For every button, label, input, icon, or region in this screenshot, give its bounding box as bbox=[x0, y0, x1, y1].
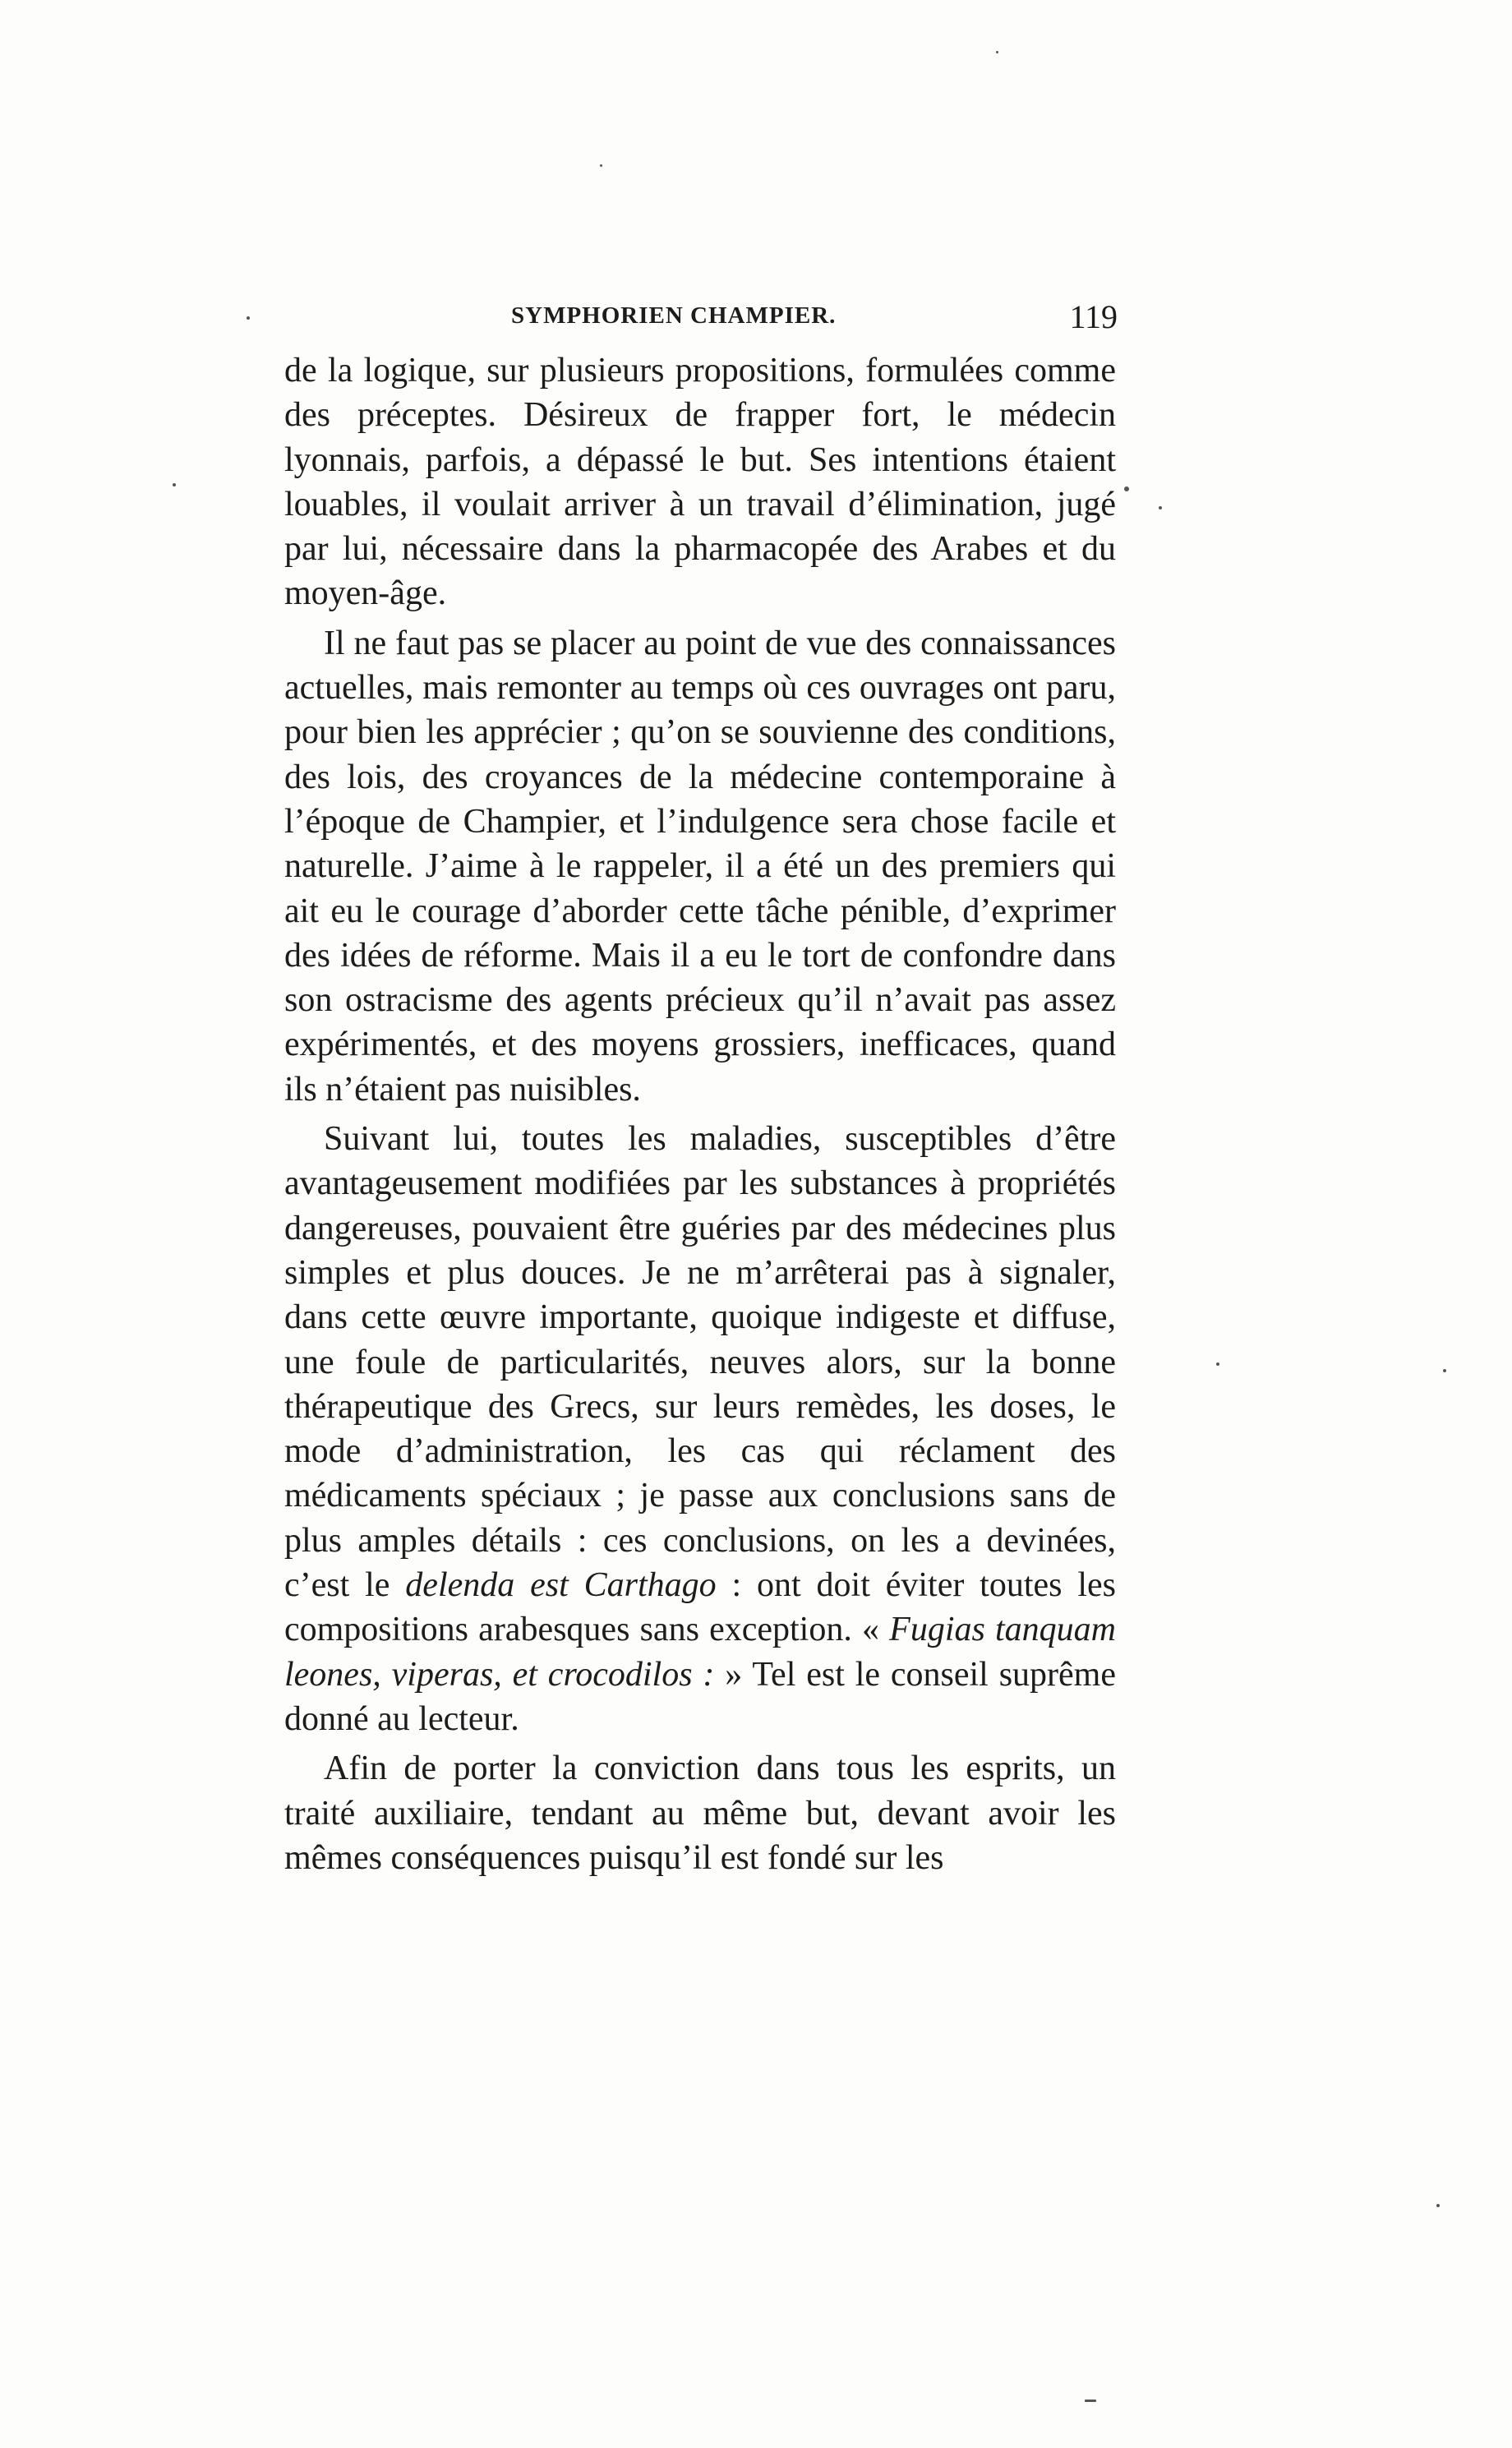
body-text bbox=[284, 348, 1116, 1880]
scan-speck bbox=[247, 316, 250, 320]
text-run: de la logique, sur plusieurs propositions, formulées comme des préceptes. Désireux de frapper fort, le médecin lyonnais, parfois, a dépassé le but. Ses intentions étaient louables, il voulait arriver à un travail d’élimination, jugé par lui, nécessaire dans la pharmacopée des Arabes et du moyen-âge. bbox=[284, 352, 1116, 613]
running-head: SYMPHORIEN CHAMPIER. bbox=[511, 302, 837, 329]
scan-speck bbox=[1085, 2400, 1096, 2402]
scan-speck bbox=[1436, 2204, 1440, 2207]
page-number: 119 bbox=[1069, 298, 1118, 335]
paragraph bbox=[284, 1117, 1116, 1741]
italic-text-run: delenda est Carthago bbox=[405, 1566, 717, 1605]
paragraph bbox=[284, 621, 1116, 1112]
text-run: Suivant lui, toutes les maladies, susceptibles d’être avantageusement modifiées par les substances à propriétés dangereuses, pouvaient être guéries par des médecines plus simples et plus douces. Je ne m’arrêterai pas à signaler, dans cette œuvre importante, quoique indigeste et diffuse, une foule de particularités, neuves alors, sur la bonne thérapeutique des Grecs, sur leurs remèdes, les doses, le mode d’administration, les cas qui réclament des médicaments spéciaux ; je passe aux conclusions sans de plus amples détails : ces conclusions, on les a devinées, c’est le bbox=[284, 1120, 1116, 1605]
scan-speck bbox=[1443, 1369, 1446, 1372]
text-run: » Tel est le conseil suprême donné au lecteur. bbox=[284, 1655, 1116, 1738]
paragraph bbox=[284, 1746, 1116, 1880]
scan-speck bbox=[1124, 486, 1129, 491]
text-run: Il ne faut pas se placer au point de vue des connaissances actuelles, mais remonter au temps où ces ouvrages ont paru, pour bien les apprécier ; qu’on se souvienne des conditions, des lois, des croyances de la médecine contemporaine à l’époque de Champier, et l’indulgence sera chose facile et naturelle. J’aime à le rappeler, il a été un des premiers qui ait eu le courage d’aborder cette tâche pénible, d’exprimer des idées de réforme. Mais il a eu le tort de confondre dans son ostracisme des agents précieux qu’il n’avait pas assez expérimentés, et des moyens grossiers, inefficaces, quand ils n’étaient pas nuisibles. bbox=[284, 624, 1116, 1109]
scan-speck bbox=[1216, 1362, 1219, 1366]
scan-speck bbox=[1159, 506, 1162, 509]
text-run: Afin de porter la conviction dans tous les esprits, un traité auxiliaire, tendant au même but, devant avoir les mêmes conséquences puisqu’il est fondé sur les bbox=[284, 1750, 1116, 1877]
scan-speck bbox=[173, 483, 176, 486]
italic-text-run: Fugias tanquam leones, viperas, et crocodilos : bbox=[284, 1611, 1117, 1694]
scan-speck bbox=[996, 51, 998, 53]
scan-speck bbox=[600, 164, 602, 167]
text-run: : ont doit éviter toutes les compositions arabesques sans exception. « bbox=[284, 1566, 1117, 1649]
page-header bbox=[288, 297, 1118, 347]
paragraph bbox=[284, 348, 1116, 616]
